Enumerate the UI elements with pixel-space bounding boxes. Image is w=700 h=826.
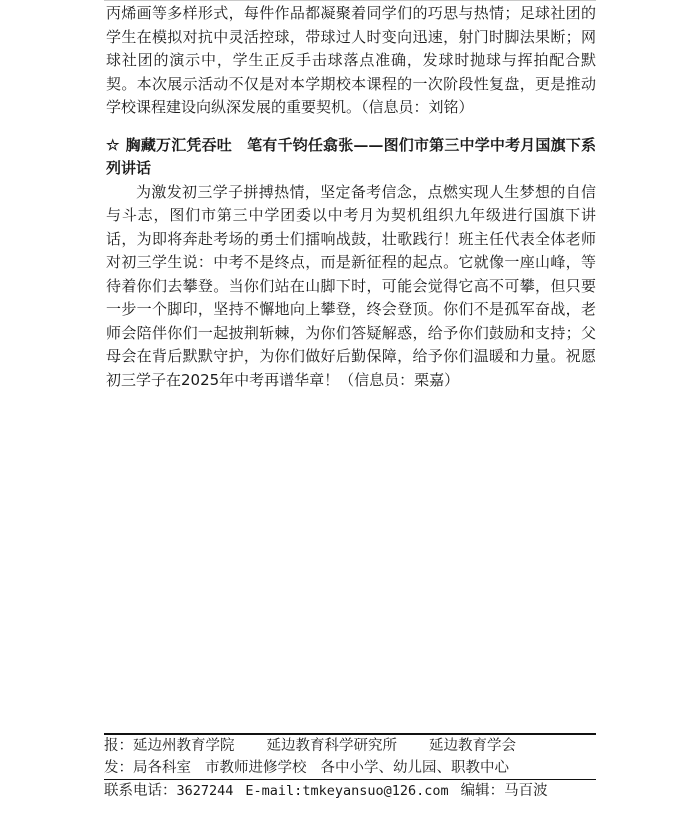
newsletter-body: [106, 0, 596, 392]
send-to-row: [104, 757, 596, 779]
send-recipient: 各中小学、幼儿园、职教中心: [320, 760, 509, 776]
report-recipient: 延边教育科学研究所: [266, 738, 397, 754]
report-recipient: 延边教育学会: [429, 738, 516, 754]
contact-row: [104, 780, 596, 802]
email-label: E-mail:: [245, 783, 303, 799]
email-address: tmkeyansuo@126.com: [302, 783, 449, 799]
send-recipient: 局各科室: [133, 760, 191, 776]
star-icon: ☆: [106, 135, 120, 154]
previous-article-tail: 丙烯画等多样形式，每件作品都凝聚着同学们的巧思与热情；足球社团的学生在模拟对抗中灵活控球，带球过人时变向迅速，射门时脚法果断；网球社团的演示中，学生正反手击球落点准确，发球时抛球与挥拍配合默契。本次展示活动不仅是对本学期校本课程的一次阶段性复盘，更是推动学校课程建设向纵深发展的重要契机。（信息员：刘铭）: [106, 4, 596, 116]
article-heading: [106, 134, 596, 181]
editor-label: 编辑：: [460, 783, 505, 799]
send-label: 发：: [104, 760, 133, 776]
report-label: 报：: [104, 738, 133, 754]
editor-name: 马百波: [504, 783, 548, 799]
phone-number: 3627244: [176, 783, 234, 799]
distribution-footer: [104, 733, 596, 802]
article-paragraph: 为激发初三学子拼搏热情，坚定备考信念，点燃实现人生梦想的自信与斗志，图们市第三中学团委以中考月为契机组织九年级进行国旗下讲话，为即将奔赴考场的勇士们擂响战鼓，壮歌践行！班主任代表全体老师对初三学生说：中考不是终点，而是新征程的起点。它就像一座山峰，等待着你们去攀登。当你们站在山脚下时，可能会觉得它高不可攀，但只要一步一个脚印，坚持不懈地向上攀登，终会登顶。你们不是孤军奋战，老师会陪伴你们一起披荆斩棘，为你们答疑解惑，给予你们鼓励和支持；父母会在背后默默守护，为你们做好后勤保障，给予你们温暖和力量。祝愿初三学子在2025年中考再谱华章！（信息员：栗嘉）: [106, 182, 596, 389]
report-recipient: 延边州教育学院: [133, 738, 235, 754]
report-to-row: [104, 735, 596, 757]
send-recipient: 市教师进修学校: [205, 760, 307, 776]
phone-label: 联系电话：: [104, 783, 177, 799]
article-title: 胸藏万汇凭吞吐 笔有千钧任翕张——图们市第三中学中考月国旗下系列讲话: [106, 135, 596, 177]
